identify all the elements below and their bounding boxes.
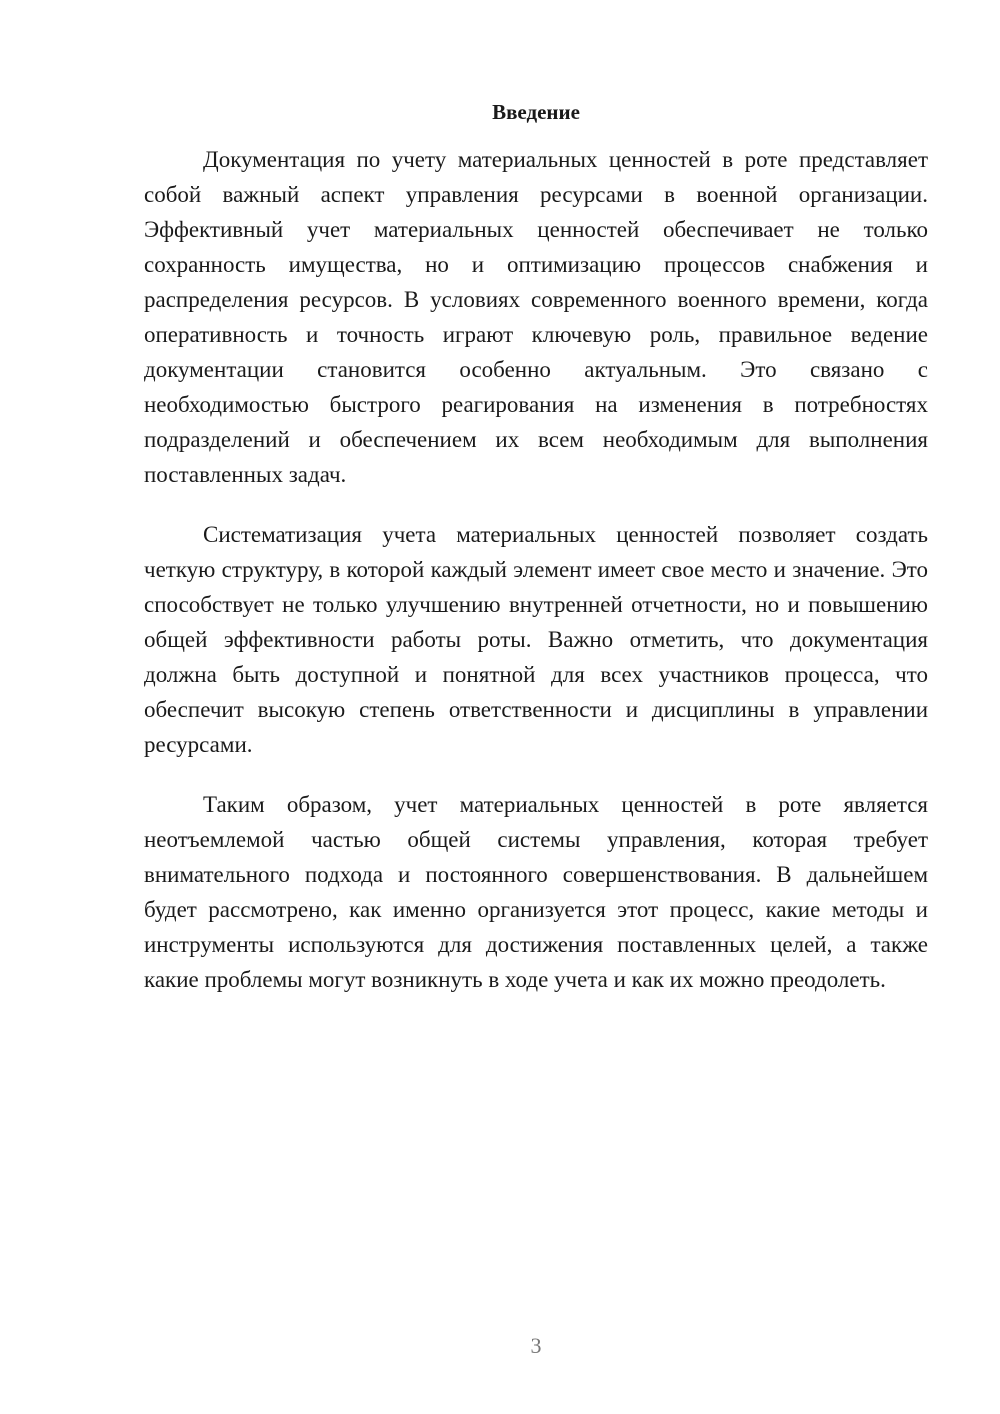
page-title: Введение	[492, 100, 580, 124]
paragraph-2: Систематизация учета материальных ценностей позволяет создать четкую структуру, в которой каждый элемент имеет свое место и значение. Это способствует не только улучшению внутренней отчетности, но и повышению общей эффективности работы роты. Важно отметить, что документация должна быть доступной и понятной для всех участников процесса, что обеспечит высокую степень ответственности и дисциплины в управлении ресурсами.	[144, 522, 928, 757]
page-number: 3	[530, 1333, 542, 1358]
document-body	[144, 142, 928, 1022]
paragraph-1: Документация по учету материальных ценностей в роте представляет собой важный аспект управления ресурсами в военной организации. Эффективный учет материальных ценностей обеспечивает не только сохранность имущества, но и оптимизацию процессов снабжения и распределения ресурсов. В условиях современного военного времени, когда оперативность и точность играют ключевую роль, правильное ведение документации становится особенно актуальным. Это связано с необходимостью быстрого реагирования на изменения в потребностях подразделений и обеспечением их всем необходимым для выполнения поставленных задач.	[144, 147, 928, 487]
paragraph-3: Таким образом, учет материальных ценностей в роте является неотъемлемой частью общей системы управления, которая требует внимательного подхода и постоянного совершенствования. В дальнейшем будет рассмотрено, как именно организуется этот процесс, какие методы и инструменты используются для достижения поставленных целей, а также какие проблемы могут возникнуть в ходе учета и как их можно преодолеть.	[144, 792, 928, 992]
